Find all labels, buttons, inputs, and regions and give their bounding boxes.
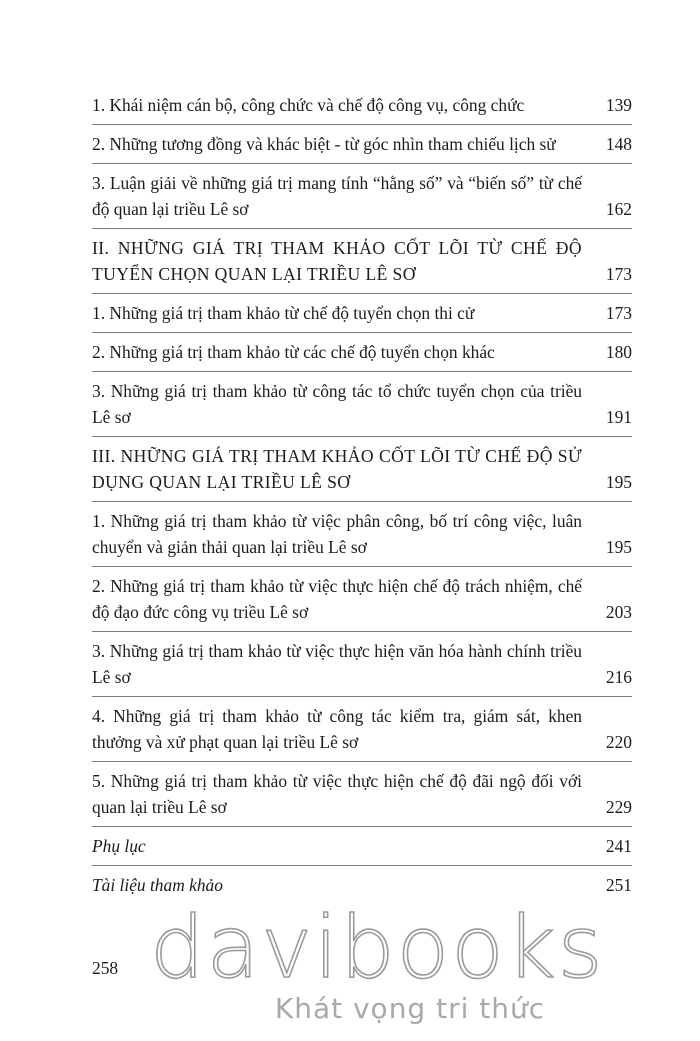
toc-entry (92, 697, 632, 762)
toc-entry-page: 139 (605, 95, 632, 115)
watermark-brand: davibooks (150, 898, 605, 998)
toc-entry-page: 180 (605, 342, 632, 362)
toc-entry-page: 241 (605, 836, 632, 856)
toc-appendix-entry (92, 827, 632, 866)
toc-entry (92, 164, 632, 229)
toc-entry-title: Tài liệu tham khảo (92, 875, 223, 895)
toc-entry-title: III. NHỮNG GIÁ TRỊ THAM KHẢO CỐT LÕI TỪ CHẾ ĐỘ SỬ DỤNG QUAN LẠI TRIỀU LÊ SƠ (92, 446, 582, 492)
toc-entry-page: 173 (605, 303, 632, 323)
toc-entry-title: 1. Những giá trị tham khảo từ việc phân công, bố trí công việc, luân chuyển và giản thải quan lại triều Lê sơ (92, 511, 582, 557)
toc-entry-title: 4. Những giá trị tham khảo từ công tác kiểm tra, giám sát, khen thưởng và xử phạt quan lại triều Lê sơ (92, 706, 582, 752)
toc-entry-title: 3. Những giá trị tham khảo từ việc thực hiện văn hóa hành chính triều Lê sơ (92, 641, 582, 687)
toc-entry-page: 251 (605, 875, 632, 895)
toc-entry-page: 148 (605, 134, 632, 154)
toc-entry (92, 294, 632, 333)
toc-entry (92, 502, 632, 567)
toc-entry-page: 162 (605, 199, 632, 219)
toc-entry-title: Phụ lục (92, 836, 146, 856)
toc-section-heading (92, 229, 632, 294)
toc-entry-page: 203 (605, 602, 632, 622)
watermark-slogan: Khát vọng tri thức (274, 992, 546, 1025)
toc-section-heading (92, 437, 632, 502)
toc-entry (92, 372, 632, 437)
toc-entry-page: 173 (605, 264, 632, 284)
toc-entry-title: 2. Những tương đồng và khác biệt - từ góc nhìn tham chiếu lịch sử (92, 134, 556, 154)
toc-entry-page: 216 (605, 667, 632, 687)
toc-entry-title: 3. Những giá trị tham khảo từ công tác tổ chức tuyển chọn của triều Lê sơ (92, 381, 582, 427)
toc-entry-page: 229 (605, 797, 632, 817)
toc-entry (92, 86, 632, 125)
toc-entry-title: 1. Những giá trị tham khảo từ chế độ tuyển chọn thi cử (92, 303, 475, 323)
toc-entry-page: 195 (605, 537, 632, 557)
toc-entry-page: 191 (605, 407, 632, 427)
toc-entry-title: 3. Luận giải về những giá trị mang tính “hằng số” và “biến số” từ chế độ quan lại triều Lê sơ (92, 173, 582, 219)
toc-entry-page: 220 (605, 732, 632, 752)
toc-entry (92, 567, 632, 632)
toc-entry-title: 1. Khái niệm cán bộ, công chức và chế độ công vụ, công chức (92, 95, 525, 115)
toc-entry-title: 2. Những giá trị tham khảo từ việc thực hiện chế độ trách nhiệm, chế độ đạo đức công vụ triều Lê sơ (92, 576, 582, 622)
table-of-contents (92, 86, 632, 904)
toc-entry (92, 125, 632, 164)
toc-entry-title: 5. Những giá trị tham khảo từ việc thực hiện chế độ đãi ngộ đối với quan lại triều Lê sơ (92, 771, 582, 817)
toc-entry (92, 632, 632, 697)
toc-entry-title: II. NHỮNG GIÁ TRỊ THAM KHẢO CỐT LÕI TỪ CHẾ ĐỘ TUYỂN CHỌN QUAN LẠI TRIỀU LÊ SƠ (92, 238, 582, 284)
toc-entry (92, 762, 632, 827)
toc-entry-page: 195 (605, 472, 632, 492)
toc-entry-title: 2. Những giá trị tham khảo từ các chế độ tuyển chọn khác (92, 342, 495, 362)
toc-entry (92, 333, 632, 372)
page-number: 258 (92, 958, 119, 978)
